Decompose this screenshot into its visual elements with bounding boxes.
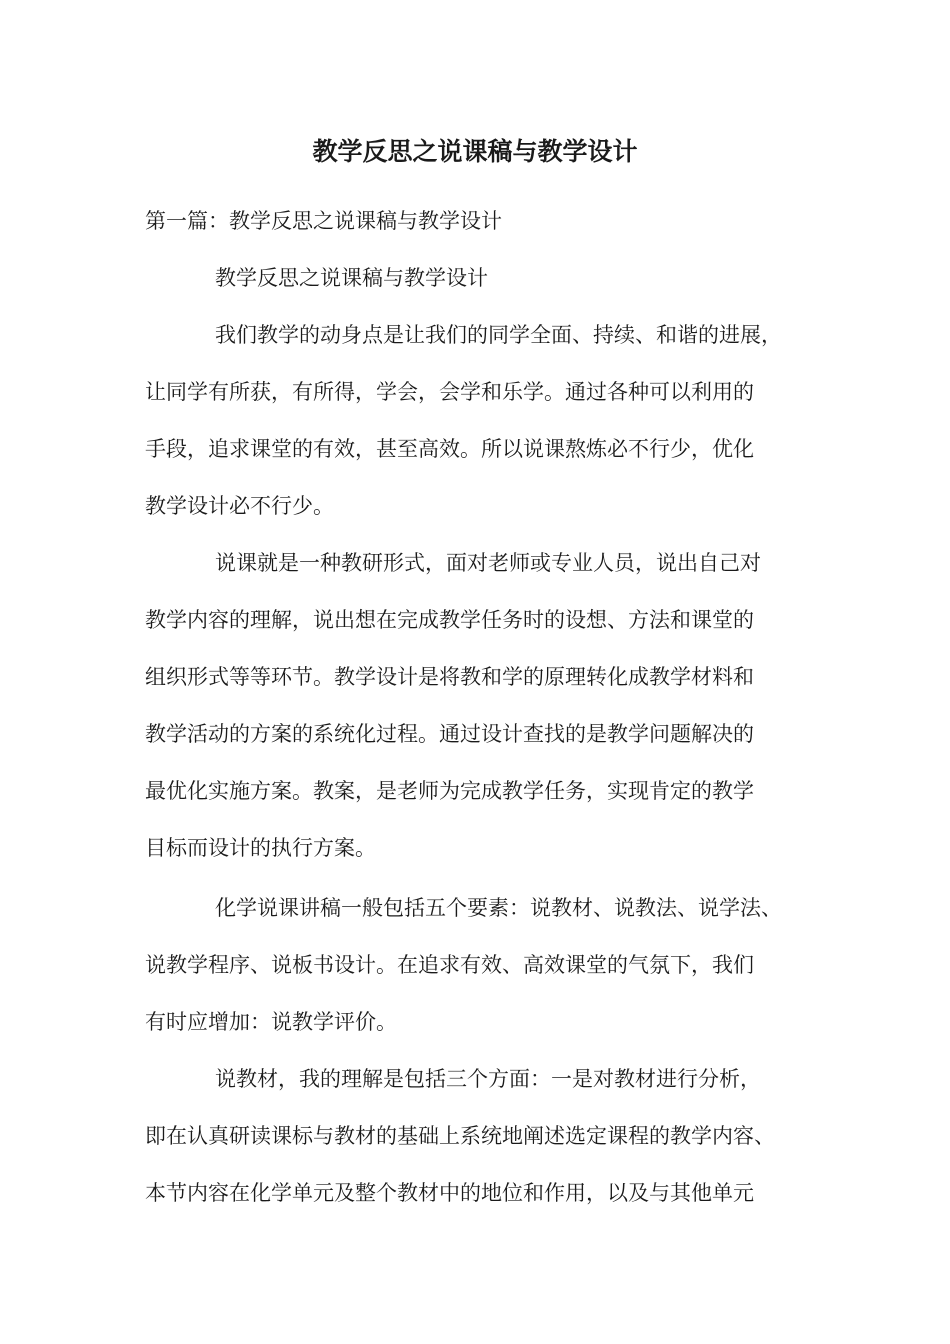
paragraph-line: 本节内容在化学单元及整个教材中的地位和作用，以及与其他单元 <box>145 1181 754 1205</box>
paragraph-line: 教学活动的方案的系统化过程。通过设计查找的是教学问题解决的 <box>145 722 754 746</box>
paragraph-line: 说教材，我的理解是包括三个方面：一是对教材进行分析， <box>215 1067 761 1091</box>
paragraph-line: 最优化实施方案。教案，是老师为完成教学任务，实现肯定的教学 <box>145 779 754 803</box>
subheading: 教学反思之说课稿与教学设计 <box>215 266 488 290</box>
paragraph-line: 目标而设计的执行方案。 <box>145 836 376 860</box>
paragraph-line: 教学设计必不行少。 <box>145 494 334 518</box>
paragraph-line: 化学说课讲稿一般包括五个要素：说教材、说教法、说学法、 <box>215 896 782 920</box>
section-heading: 第一篇：教学反思之说课稿与教学设计 <box>145 209 502 233</box>
paragraph-line: 即在认真研读课标与教材的基础上系统地阐述选定课程的教学内容、 <box>145 1124 775 1148</box>
paragraph-line: 说课就是一种教研形式，面对老师或专业人员，说出自己对 <box>215 551 761 575</box>
paragraph-line: 我们教学的动身点是让我们的同学全面、持续、和谐的进展， <box>215 323 782 347</box>
paragraph-line: 组织形式等等环节。教学设计是将教和学的原理转化成教学材料和 <box>145 665 754 689</box>
document-title: 教学反思之说课稿与教学设计 <box>312 137 638 166</box>
paragraph-line: 有时应增加：说教学评价。 <box>145 1010 397 1034</box>
paragraph-line: 教学内容的理解，说出想在完成教学任务时的设想、方法和课堂的 <box>145 608 754 632</box>
paragraph-line: 说教学程序、说板书设计。在追求有效、高效课堂的气氛下，我们 <box>145 953 754 977</box>
paragraph-line: 让同学有所获，有所得，学会，会学和乐学。通过各种可以利用的 <box>145 380 754 404</box>
paragraph-line: 手段，追求课堂的有效，甚至高效。所以说课熬炼必不行少，优化 <box>145 437 754 461</box>
